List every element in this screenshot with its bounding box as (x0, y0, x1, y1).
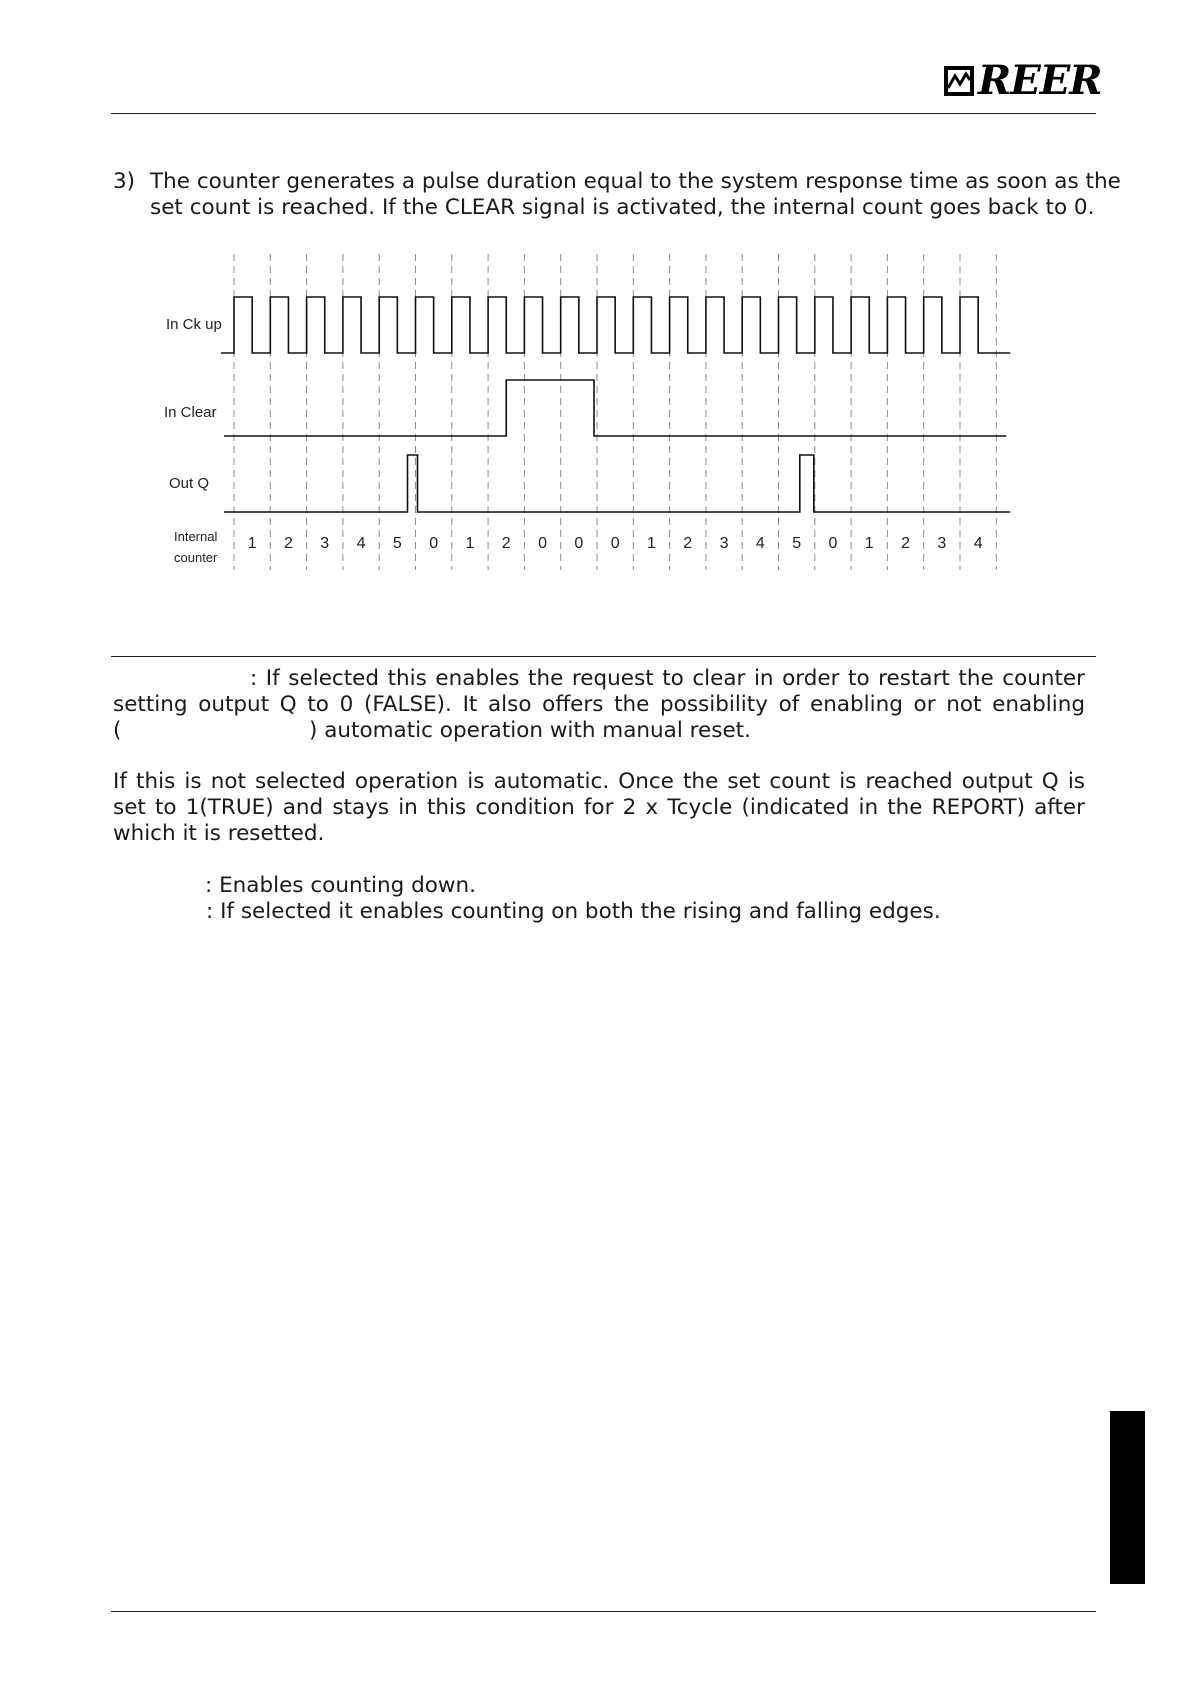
clear-trace (224, 380, 1006, 436)
counter-value: 4 (755, 535, 765, 552)
signal-label-ck-up: In Ck up (166, 316, 222, 333)
counter-value: 5 (392, 535, 402, 552)
header-divider (111, 113, 1096, 114)
clear-para-line1: : If selected this enables the request to clear in order to restart the counter (250, 666, 1085, 691)
signal-label-clear: In Clear (164, 404, 217, 421)
reer-logo-icon (944, 66, 974, 96)
counter-value: 3 (719, 535, 729, 552)
signal-traces (221, 297, 1010, 512)
option-down-desc: : Enables counting down. (205, 873, 476, 898)
timing-diagram (0, 240, 1191, 580)
counter-value: 1 (864, 535, 874, 552)
counter-value: 3 (320, 535, 330, 552)
chapter-side-tab (1110, 1411, 1145, 1584)
counter-value: 0 (828, 535, 838, 552)
counter-value: 3 (937, 535, 947, 552)
counter-value: 2 (901, 535, 911, 552)
item-number: 3) (113, 169, 136, 194)
counter-value: 4 (973, 535, 983, 552)
counter-value: 0 (429, 535, 439, 552)
clock-trace (221, 297, 1010, 353)
footer-divider (111, 1611, 1096, 1612)
item3-line2: set count is reached. If the CLEAR signal is activated, the internal count goes back to 0. (150, 195, 1095, 220)
counter-value: 0 (538, 535, 548, 552)
clear-para-line2: setting output Q to 0 (FALSE). It also offers the possibility of enabling or not enabling (113, 692, 1085, 717)
counter-value: 2 (283, 535, 293, 552)
auto-para-line1: If this is not selected operation is automatic. Once the set count is reached output Q is (113, 769, 1085, 794)
counter-label-line2: counter (174, 550, 218, 565)
clear-para-line3: ) automatic operation with manual reset. (309, 718, 751, 743)
counter-value: 4 (356, 535, 366, 552)
reer-logo (944, 57, 1102, 104)
counter-value: 2 (501, 535, 511, 552)
counter-value: 1 (465, 535, 475, 552)
signal-label-out-q: Out Q (169, 475, 210, 492)
counter-value: 0 (610, 535, 620, 552)
counter-value: 5 (792, 535, 802, 552)
counter-value: 1 (247, 535, 257, 552)
logo-text: REER (978, 57, 1102, 104)
counter-values (248, 535, 983, 552)
auto-para-line3: which it is resetted. (113, 821, 325, 846)
out-q-trace (224, 455, 1010, 512)
counter-value: 0 (574, 535, 584, 552)
item3-line1: The counter generates a pulse duration equal to the system response time as soon as the (150, 169, 1121, 194)
clear-para-open-paren: ( (113, 718, 122, 743)
counter-value: 1 (646, 535, 656, 552)
section-divider (111, 656, 1096, 657)
auto-para-line2: set to 1(TRUE) and stays in this condition for 2 x Tcycle (indicated in the REPORT) after (113, 795, 1085, 820)
counter-label-line1: Internal (174, 529, 218, 544)
option-both-edges-desc: : If selected it enables counting on both the rising and falling edges. (206, 899, 941, 924)
counter-value: 2 (683, 535, 693, 552)
